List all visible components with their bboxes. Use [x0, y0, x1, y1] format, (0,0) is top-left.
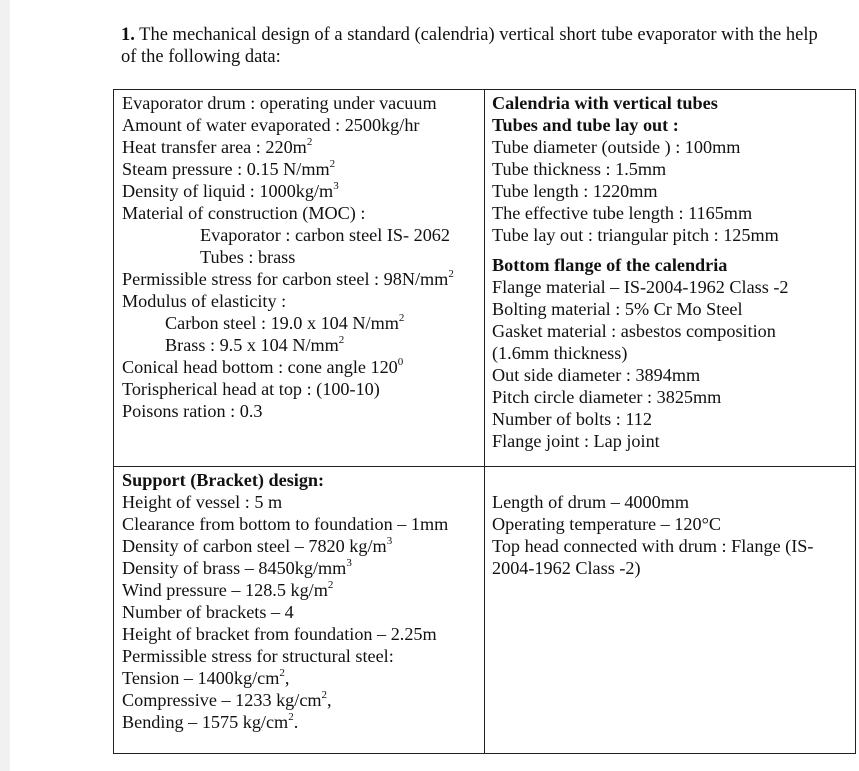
table-line: Carbon steel : 19.0 x 104 $N/mm^2$ — [165, 312, 405, 333]
table-line: Brass : 9.5 x 104 $N/mm^2$ — [165, 334, 345, 355]
table-line: Wind pressure – 128.5 $kg/m^2$ — [122, 579, 334, 600]
table-row — [114, 90, 856, 467]
table-line: Evaporator drum : operating under vacuum — [122, 93, 437, 113]
table-line: Evaporator : carbon steel IS- 2062 — [200, 225, 450, 245]
question-number: 1. — [121, 25, 135, 45]
table-line: Heat transfer area : $220m^2$ — [122, 136, 313, 157]
section-heading: Bottom flange of the calendria — [492, 255, 728, 275]
table-line: Height of bracket from foundation – 2.25m — [122, 624, 437, 644]
section-heading: Support (Bracket) design: — [122, 470, 325, 490]
table-line: Density of carbon steel – 7820 $kg/m^3$ — [122, 535, 393, 556]
question-body: The mechanical design of a standard (calendria) vertical short tube evaporator with the help of the following data: — [121, 25, 818, 67]
table-line: Bolting material : 5% Cr Mo Steel — [492, 299, 743, 319]
table-line: Clearance from bottom to foundation – 1mm — [122, 514, 449, 534]
evaporator-data-cell — [114, 90, 485, 467]
question-text — [121, 24, 821, 68]
table-line: Conical head bottom : cone angle $120^0$ — [122, 356, 404, 377]
table-line: Flange material – IS-2004-1962 Class -2 — [492, 277, 789, 297]
table-line: Permissible stress for structural steel: — [122, 646, 394, 666]
table-line: Number of brackets – 4 — [122, 602, 294, 622]
table-line: Top head connected with drum : Flange (IS- — [492, 536, 814, 556]
table-line: Amount of water evaporated : 2500kg/hr — [122, 115, 420, 135]
table-line: Compressive – 1233 $kg/cm^2$, — [122, 689, 332, 710]
table-row — [114, 467, 856, 754]
table-line: (1.6mm thickness) — [492, 343, 628, 363]
calendria-data-cell — [485, 90, 856, 467]
table-line: 2004-1962 Class -2) — [492, 558, 641, 578]
data-table — [113, 89, 856, 754]
table-line: Flange joint : Lap joint — [492, 431, 660, 451]
table-line: Tube diameter (outside ) : 100mm — [492, 137, 741, 157]
table-line: The effective tube length : 1165mm — [492, 203, 753, 223]
table-line: Tension – $1400kg/cm^2$, — [122, 667, 290, 688]
table-line: Permissible stress for carbon steel : $98N/mm^2$ — [122, 268, 454, 289]
table-line: Density of brass – $8450kg/mm^3$ — [122, 557, 352, 578]
table-line: Length of drum – 4000mm — [492, 492, 690, 512]
table-line: Bending – 1575 $kg/cm^2$. — [122, 711, 299, 732]
table-line: Density of liquid : $1000kg/m^3$ — [122, 180, 339, 201]
table-line: Torispherical head at top : (100-10) — [122, 379, 380, 399]
table-line: Number of bolts : 112 — [492, 409, 652, 429]
table-line: Gasket material : asbestos composition — [492, 321, 776, 341]
table-line: Operating temperature – 120°C — [492, 514, 721, 534]
table-line: Poisons ration : 0.3 — [122, 401, 263, 421]
table-line: Material of construction (MOC) : — [122, 203, 366, 223]
table-line: Out side diameter : 3894mm — [492, 365, 701, 385]
support-data-cell — [114, 467, 485, 754]
table-line: Height of vessel : 5 m — [122, 492, 283, 512]
section-heading: Tubes and tube lay out : — [492, 115, 679, 135]
table-line: Modulus of elasticity : — [122, 291, 287, 311]
table-line: Tube lay out : triangular pitch : 125mm — [492, 225, 779, 245]
table-line: Tube length : 1220mm — [492, 181, 658, 201]
table-line: Tube thickness : 1.5mm — [492, 159, 667, 179]
drum-data-cell — [485, 467, 856, 754]
table-line: Tubes : brass — [200, 247, 296, 267]
section-heading: Calendria with vertical tubes — [492, 93, 718, 113]
table-line: Pitch circle diameter : 3825mm — [492, 387, 722, 407]
table-line: Steam pressure : 0.15 $N/mm^2$ — [122, 158, 336, 179]
